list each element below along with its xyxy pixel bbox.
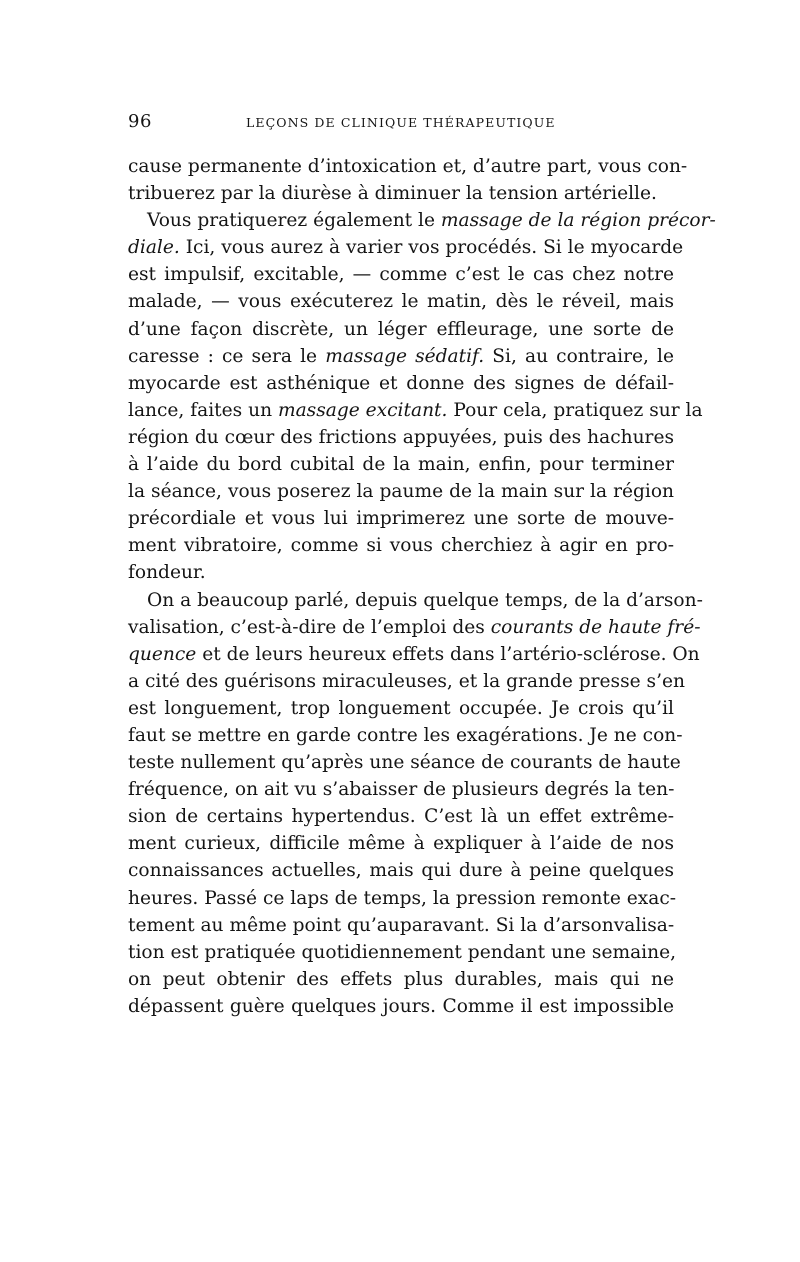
text-line	[128, 505, 674, 532]
text-run: tement au même point qu’auparavant. Si la d’arsonvalisa-	[128, 914, 675, 936]
text-line	[128, 695, 674, 722]
text-line	[128, 993, 674, 1020]
text-run: Ici, vous aurez à varier vos procédés. Si le myocarde	[179, 237, 684, 259]
text-run: connaissances actuelles, mais qui dure à peine quelques	[128, 860, 674, 882]
text-run: on peut obtenir des effets plus durables, mais qui ne	[128, 968, 674, 990]
text-run: teste nullement qu’après une séance de courants de haute	[128, 752, 681, 774]
text-line	[128, 939, 674, 966]
text-line	[128, 559, 674, 586]
text-run: valisation, c’est-à-dire de l’emploi des	[128, 616, 491, 638]
text-run: On a beaucoup parlé, depuis quelque temps, de la d’arson-	[147, 589, 703, 611]
text-run: a cité des guérisons miraculeuses, et la grande presse s’en	[128, 670, 685, 692]
text-line	[128, 803, 674, 830]
text-line	[128, 857, 674, 884]
text-line	[128, 180, 674, 207]
text-line	[128, 587, 703, 614]
text-line	[128, 749, 681, 776]
italic-phrase: courants de haute fré-	[490, 616, 701, 638]
text-line	[128, 885, 677, 912]
text-line	[128, 478, 674, 505]
body-text	[128, 153, 716, 1020]
text-line	[128, 153, 688, 180]
text-run: cause permanente d’intoxication et, d’autre part, vous con-	[128, 156, 688, 177]
text-run: région du cœur des frictions appuyées, puis des hachures	[128, 426, 674, 448]
text-run: tion est pratiquée quotidiennement pendant une semaine,	[128, 941, 676, 963]
text-line	[128, 641, 700, 668]
italic-phrase: diale.	[128, 237, 180, 259]
text-run: est longuement, trop longuement occupée. Je crois qu’il	[128, 697, 674, 719]
text-run: tribuerez par la diurèse à diminuer la tension artérielle.	[128, 183, 657, 205]
text-line	[128, 830, 674, 857]
page-header	[128, 111, 674, 141]
text-line	[128, 261, 674, 288]
text-run: précordiale et vous lui imprimerez une sorte de mouve-	[128, 508, 674, 530]
text-line	[128, 207, 716, 234]
text-run: sion de certains hypertendus. C’est là un effet extrême-	[128, 806, 674, 828]
text-run: ment curieux, difficile même à expliquer à l’aide de nos	[128, 833, 674, 855]
text-run: Si, au contraire, le	[484, 345, 674, 367]
text-run: heures. Passé ce laps de temps, la pression remonte exac-	[128, 887, 677, 909]
text-run: ment vibratoire, comme si vous cherchiez à agir en pro-	[128, 535, 674, 557]
italic-phrase: quence	[128, 643, 197, 665]
text-run: faut se mettre en garde contre les exagérations. Je ne con-	[128, 724, 683, 746]
text-line	[128, 316, 674, 343]
text-run: malade, — vous exécuterez le matin, dès le réveil, mais	[128, 291, 674, 313]
text-line	[128, 424, 674, 451]
text-run: la séance, vous poserez la paume de la main sur la région	[128, 481, 674, 503]
text-line	[128, 288, 674, 315]
page-number: 96	[128, 111, 152, 132]
text-run: caresse : ce sera le	[128, 345, 326, 367]
text-line	[128, 234, 684, 261]
text-run: fondeur.	[128, 562, 206, 584]
text-line	[128, 912, 674, 939]
text-line	[128, 343, 674, 370]
text-line	[128, 532, 674, 559]
text-run: lance, faites un	[128, 399, 278, 421]
text-line	[128, 668, 685, 695]
text-line	[128, 451, 674, 478]
text-run: myocarde est asthénique et donne des signes de défail-	[128, 372, 674, 394]
text-line	[128, 397, 703, 424]
italic-phrase: massage excitant.	[277, 399, 448, 421]
text-line	[128, 722, 683, 749]
text-run: à l’aide du bord cubital de la main, enfin, pour terminer	[128, 454, 674, 476]
text-run: Pour cela, pratiquez sur la	[447, 399, 703, 421]
text-run: dépassent guère quelques jours. Comme il est impossible	[128, 995, 674, 1017]
italic-phrase: massage sédatif.	[325, 345, 485, 367]
text-run: est impulsif, excitable, — comme c’est le cas chez notre	[128, 264, 674, 286]
italic-phrase: massage de la région précor-	[440, 210, 716, 232]
text-run: fréquence, on ait vu s’abaisser de plusieurs degrés la ten-	[128, 779, 675, 801]
text-line	[128, 370, 674, 397]
text-run: d’une façon discrète, un léger effleurage, une sorte de	[128, 318, 674, 340]
text-line	[128, 966, 674, 993]
running-title: LEÇONS DE CLINIQUE THÉRAPEUTIQUE	[246, 115, 556, 130]
text-line	[128, 776, 674, 803]
text-run: et de leurs heureux effets dans l’artério-sclérose. On	[196, 643, 700, 665]
text-line	[128, 614, 701, 641]
text-run: Vous pratiquerez également le	[147, 210, 441, 232]
